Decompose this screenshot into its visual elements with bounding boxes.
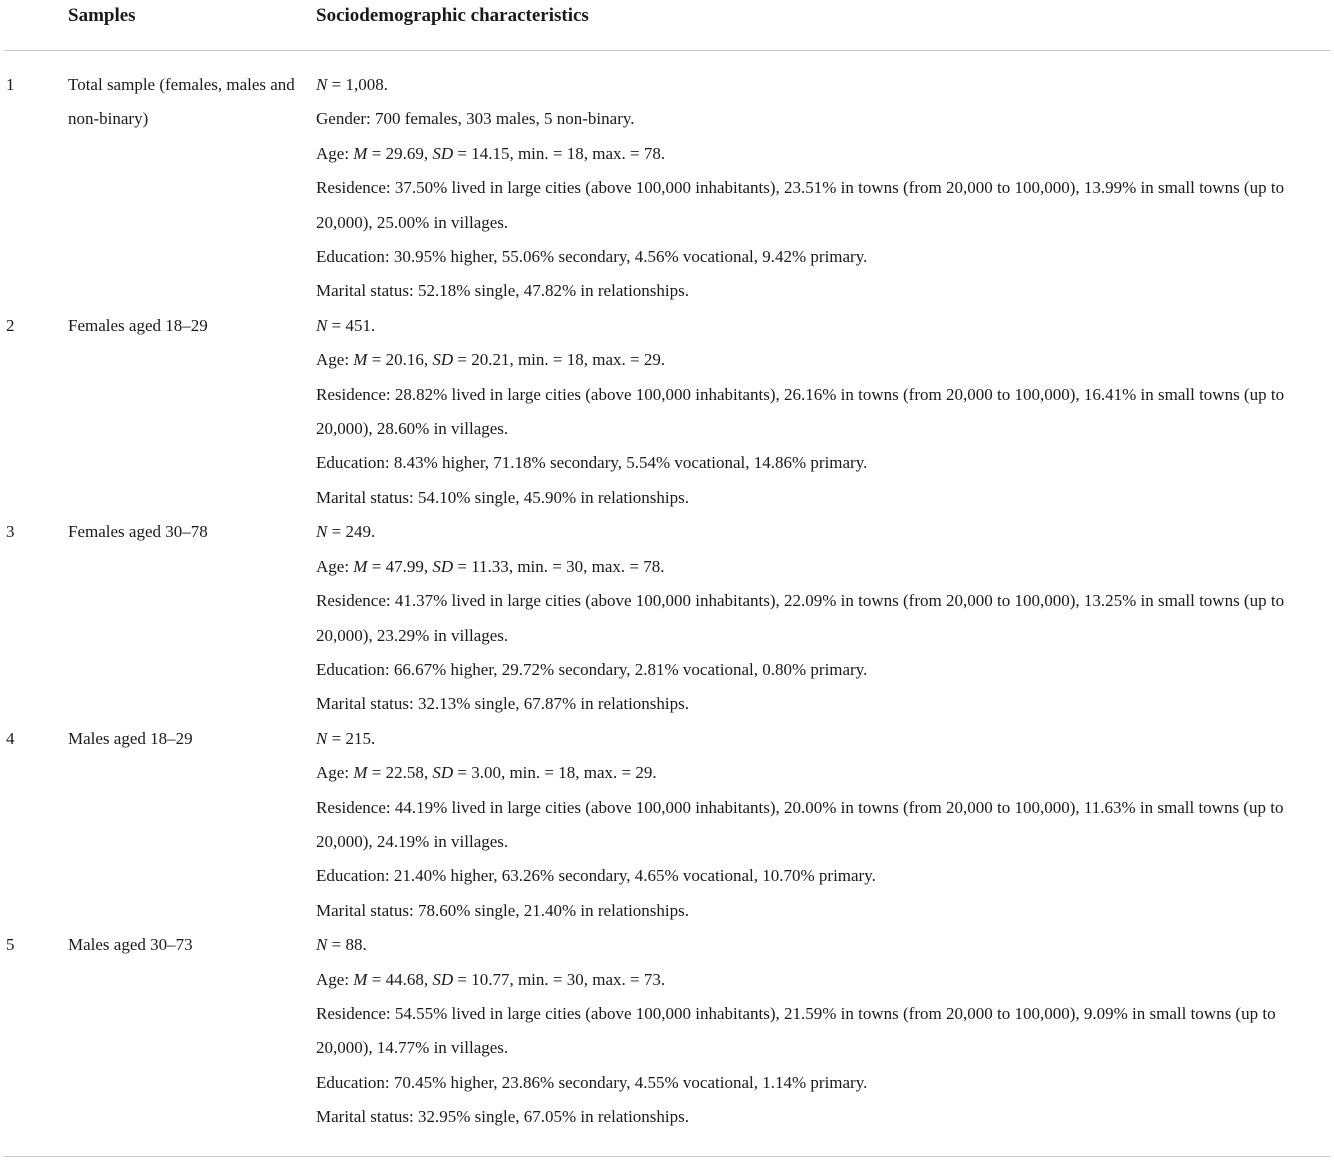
sample-size: N = 215. [316, 728, 376, 748]
row-number: 3 [6, 522, 15, 542]
marital-line: Marital status: 32.13% single, 67.87% in relationships. [316, 694, 690, 714]
education-line: Education: 66.67% higher, 29.72% secondary, 2.81% vocational, 0.80% primary. [316, 659, 868, 679]
marital-line: Marital status: 54.10% single, 45.90% in relationships. [316, 487, 690, 507]
row-characteristics [316, 928, 1332, 1134]
header-socio: Sociodemographic characteristics [316, 5, 589, 26]
sample-size: N = 88. [316, 935, 367, 955]
row-characteristics [316, 515, 1332, 721]
education-line: Education: 21.40% higher, 63.26% secondary, 4.65% vocational, 10.70% primary. [316, 866, 876, 886]
marital-line: Marital status: 52.18% single, 47.82% in relationships. [316, 281, 690, 301]
sample-size: N = 1,008. [316, 75, 388, 94]
residence-line: Residence: 37.50% lived in large cities (above 100,000 inhabitants), 23.51% in towns (from 20,000 to 100,000), 13.99% in small towns (up to 20,000), 25.00% in villages. [316, 178, 1285, 232]
table-row [4, 309, 1330, 515]
row-number: 1 [6, 75, 15, 94]
education-line: Education: 8.43% higher, 71.18% secondary, 5.54% vocational, 14.86% primary. [316, 453, 868, 473]
table-row [4, 515, 1330, 721]
table-row [4, 928, 1330, 1134]
residence-line: Residence: 44.19% lived in large cities (above 100,000 inhabitants), 20.00% in towns (from 20,000 to 100,000), 11.63% in small towns (up to 20,000), 24.19% in villages. [316, 797, 1284, 851]
age-line: Age: M = 44.68, SD = 10.77, min. = 30, max. = 73. [316, 969, 666, 989]
row-characteristics [316, 309, 1332, 515]
table-header [4, 0, 1330, 51]
row-sample: Females aged 30–78 [68, 522, 208, 542]
row-number: 4 [6, 728, 15, 748]
table-row [4, 68, 1330, 309]
table-row [4, 722, 1330, 928]
age-line: Age: M = 47.99, SD = 11.33, min. = 30, max. = 78. [316, 556, 665, 576]
header-samples: Samples [68, 5, 136, 26]
education-line: Education: 30.95% higher, 55.06% secondary, 4.56% vocational, 9.42% primary. [316, 247, 868, 267]
sample-size: N = 249. [316, 522, 376, 542]
table-body [4, 51, 1330, 1135]
table-bottom-rule [4, 1156, 1330, 1157]
residence-line: Residence: 28.82% lived in large cities (above 100,000 inhabitants), 26.16% in towns (from 20,000 to 100,000), 16.41% in small towns (up to 20,000), 28.60% in villages. [316, 384, 1285, 439]
row-characteristics [316, 68, 1332, 309]
row-sample: Males aged 30–73 [68, 935, 193, 955]
row-number: 5 [6, 935, 15, 955]
gender-line: Gender: 700 females, 303 males, 5 non-binary. [316, 109, 635, 129]
marital-line: Marital status: 78.60% single, 21.40% in relationships. [316, 900, 690, 920]
residence-line: Residence: 54.55% lived in large cities (above 100,000 inhabitants), 21.59% in towns (from 20,000 to 100,000), 9.09% in small towns (up to 20,000), 14.77% in villages. [316, 1003, 1276, 1058]
age-line: Age: M = 20.16, SD = 20.21, min. = 18, max. = 29. [316, 350, 666, 370]
row-sample: Total sample (females, males and non-binary) [68, 75, 295, 129]
sociodemographic-table [4, 0, 1330, 1135]
row-characteristics [316, 722, 1332, 928]
row-number: 2 [6, 315, 15, 335]
row-sample: Females aged 18–29 [68, 315, 208, 335]
sample-size: N = 451. [316, 315, 376, 335]
age-line: Age: M = 29.69, SD = 14.15, min. = 18, max. = 78. [316, 143, 666, 163]
education-line: Education: 70.45% higher, 23.86% secondary, 4.55% vocational, 1.14% primary. [316, 1072, 868, 1092]
age-line: Age: M = 22.58, SD = 3.00, min. = 18, max. = 29. [316, 763, 657, 783]
row-sample: Males aged 18–29 [68, 728, 193, 748]
marital-line: Marital status: 32.95% single, 67.05% in relationships. [316, 1107, 690, 1127]
residence-line: Residence: 41.37% lived in large cities (above 100,000 inhabitants), 22.09% in towns (from 20,000 to 100,000), 13.25% in small towns (up to 20,000), 23.29% in villages. [316, 591, 1285, 645]
